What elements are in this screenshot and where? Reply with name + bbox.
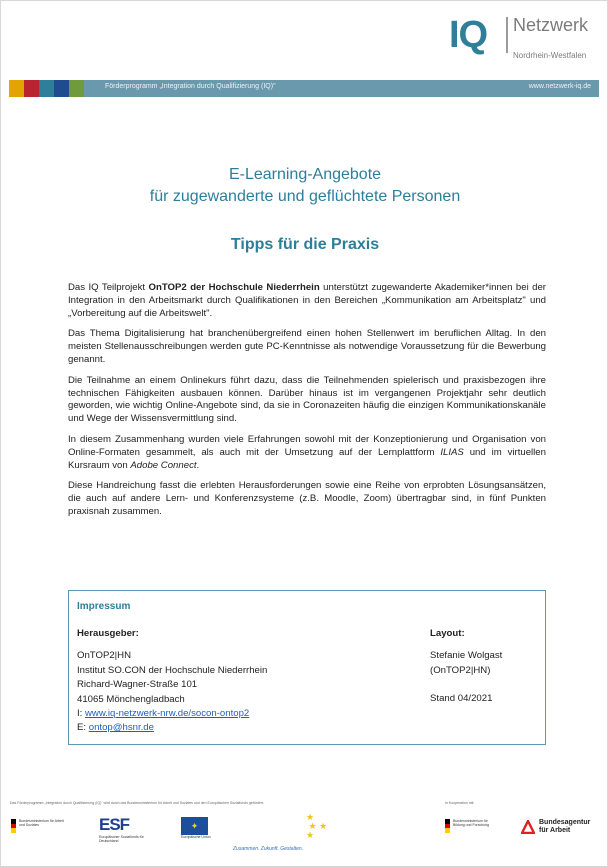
ba-triangle-icon bbox=[521, 820, 535, 834]
body-text bbox=[68, 282, 546, 527]
publisher-line: 41065 Mönchengladbach bbox=[77, 693, 185, 705]
paragraph-3: Die Teilnahme an einem Onlinekurs führt dazu, dass die Teilnehmenden spielerisch und praxisbezogen ihre technischen Fähigkeiten ausbauen können. Darüber hinaus ist im vergangenen Projektjahr sehr deutlich geworden, wie wichtig Online-Angebote sind, da sie in Coronazeiten häufig die einzigen Kommunikationskanäle und Wege der Wissensvermittlung sind. bbox=[68, 374, 546, 425]
website-url-link[interactable]: www.iq-netzwerk-nrw.de/socon-ontop2 bbox=[85, 708, 250, 720]
german-flag-icon bbox=[445, 819, 450, 833]
funding-note: Das Förderprogramm „Integration durch Qualifizierung (IQ)" wird durch das Bundesministerium für Arbeit und Soziales und den Europäischen Sozialfonds gefördert. bbox=[10, 801, 264, 805]
layout-line: Stefanie Wolgast bbox=[430, 650, 503, 662]
logo-netzwerk: Netzwerk bbox=[513, 15, 589, 35]
email-link[interactable]: ontop@hsnr.de bbox=[88, 722, 154, 734]
square-teal bbox=[39, 80, 54, 97]
project-name: OnTOP2 der Hochschule Niederrhein bbox=[148, 282, 320, 293]
eu-stars-icon: ✦ bbox=[181, 817, 208, 835]
paragraph-5: Diese Handreichung fasst die erlebten Herausforderungen sowie eine Reihe von erprobten Lösungsansätzen, die auch auf andere Lern- und Konferenzsysteme (z.B. Moodle, Zoom) übertragbar sind, in fünf Punkten praxisnah zusammen. bbox=[68, 480, 546, 517]
logo-separator bbox=[506, 17, 508, 53]
impressum-box bbox=[68, 590, 546, 745]
email-line: E: ontop@hsnr.de bbox=[77, 722, 154, 734]
bundesagentur-logo: Bundesagentur für Arbeit bbox=[521, 819, 594, 835]
document-subtitle: Tipps für die Praxis bbox=[230, 236, 380, 253]
square-red bbox=[24, 80, 39, 97]
esf-logo: ESF Europäischer Sozialfonds für Deutschland bbox=[99, 815, 144, 843]
german-flag-icon bbox=[11, 819, 16, 833]
layout-block bbox=[430, 627, 502, 707]
stand-date: Stand 04/2021 bbox=[430, 693, 493, 705]
website-link[interactable]: www.netzwerk-iq.de bbox=[528, 83, 591, 90]
bmas-logo: Bundesministerium für Arbeit und Soziales bbox=[11, 819, 67, 833]
layout-label: Layout: bbox=[430, 628, 465, 639]
zusammen-slogan: Zusammen. Zukunft. Gestalten. bbox=[233, 846, 304, 852]
iq-logo-mark: IQ bbox=[449, 14, 488, 56]
program-text: Förderprogramm „Integration durch Qualifizierung (IQ)" bbox=[105, 83, 276, 90]
program-bar bbox=[9, 80, 599, 97]
document-title bbox=[1, 164, 608, 208]
square-green bbox=[69, 80, 84, 97]
square-blue bbox=[54, 80, 69, 97]
url-line: I: www.iq-netzwerk-nrw.de/socon-ontop2 bbox=[77, 708, 250, 720]
paragraph-4: In diesem Zusammenhang wurden viele Erfahrungen sowohl mit der Konzeptionierung und Organisation von Online-Formaten gesammelt, als auch mit der Umsetzung auf der Lernplattform ILIAS und im virtuellen Kursraum von Adobe Connect. bbox=[68, 433, 546, 471]
logo-region: Nordrhein-Westfalen bbox=[513, 51, 587, 60]
title-line-1: E-Learning-Angebote bbox=[228, 166, 382, 183]
paragraph-2: Das Thema Digitalisierung hat branchenübergreifend einen hohen Stellenwert im beruflichen Alltag. In den meisten Stellenausschreibungen werden gute PC-Kenntnisse als notwendige Voraussetzung für die Bewerbung genannt. bbox=[68, 328, 546, 365]
publisher-line: Richard-Wagner-Straße 101 bbox=[77, 679, 198, 691]
square-yellow bbox=[9, 80, 24, 97]
publisher-line: OnTOP2|HN bbox=[77, 650, 132, 662]
cooperation-note: In Kooperation mit: bbox=[445, 801, 475, 805]
color-squares bbox=[9, 80, 84, 97]
eu-logo: ✦ Europäische Union bbox=[181, 817, 221, 839]
impressum-heading: Impressum bbox=[77, 601, 131, 612]
publisher-line: Institut SO.CON der Hochschule Niederrhein bbox=[77, 664, 268, 676]
publisher-block bbox=[77, 627, 267, 736]
title-line-2: für zugewanderte und geflüchtete Personen bbox=[149, 188, 461, 205]
iq-netzwerk-logo bbox=[449, 11, 599, 61]
bmbf-logo: Bundesministerium für Bildung und Forschung bbox=[445, 819, 498, 833]
stars-icon: ★ ★ ★ ★ bbox=[306, 812, 328, 840]
layout-line: (OnTOP2|HN) bbox=[430, 664, 491, 676]
paragraph-1: Das IQ Teilprojekt OnTOP2 der Hochschule Niederrhein unterstützt zugewanderte Akademiker*innen bei der Integration in den Arbeitsmarkt durch Qualifikationen in den Bereichen „Kommunikation am Arbeitsplatz" und „Vorbereitung auf die Arbeitswelt". bbox=[68, 282, 547, 319]
publisher-label: Herausgeber: bbox=[77, 628, 139, 639]
